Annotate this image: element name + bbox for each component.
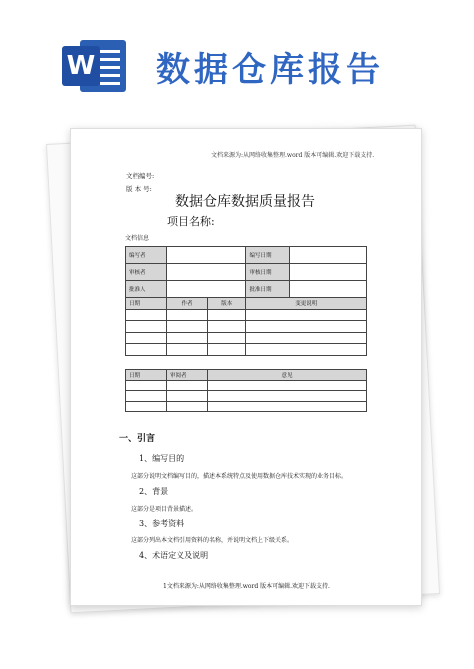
doc-number-label: 文档编号: bbox=[126, 172, 155, 180]
table-cell bbox=[246, 344, 367, 356]
table-cell: 审核日期 bbox=[246, 264, 289, 281]
table-row bbox=[126, 332, 367, 344]
table-cell bbox=[166, 380, 207, 391]
info-table-caption: 文档信息 bbox=[125, 235, 150, 242]
table-cell bbox=[207, 401, 366, 412]
info-table bbox=[125, 246, 367, 298]
table-header-cell: 作者 bbox=[166, 298, 207, 310]
paragraph-purpose: 这部分说明文档编写目的，描述本系统特点及使用数据仓库技术实现的业务目标。 bbox=[131, 473, 348, 480]
subheading-references: 3、参考资料 bbox=[139, 519, 185, 528]
table-cell bbox=[246, 321, 367, 333]
table-cell bbox=[207, 332, 246, 344]
table-header-cell: 审阅者 bbox=[166, 370, 207, 381]
table-cell bbox=[166, 401, 207, 412]
table-cell bbox=[207, 321, 246, 333]
table-row bbox=[126, 321, 367, 333]
document-title: 数据仓库数据质量报告 bbox=[175, 194, 315, 210]
table-header-row bbox=[126, 370, 367, 381]
table-cell bbox=[207, 309, 246, 321]
word-logo-letter: W bbox=[62, 46, 100, 86]
table-cell: 审核者 bbox=[126, 264, 167, 281]
table-row bbox=[126, 264, 367, 281]
version-label: 版 本 号: bbox=[126, 185, 152, 193]
section-heading-introduction: 一、引言 bbox=[119, 434, 156, 444]
table-cell: 批准日期 bbox=[246, 281, 289, 298]
table-cell bbox=[207, 344, 246, 356]
table-cell: 编写者 bbox=[126, 247, 167, 264]
change-history-table bbox=[125, 297, 367, 356]
table-header-cell: 变更说明 bbox=[246, 298, 367, 310]
header-banner bbox=[0, 0, 474, 120]
table-cell bbox=[166, 247, 246, 264]
table-cell bbox=[166, 264, 246, 281]
banner-title: 数据仓库报告 bbox=[156, 50, 384, 90]
table-cell bbox=[246, 309, 367, 321]
table-cell: 批准人 bbox=[126, 281, 167, 298]
table-row bbox=[126, 247, 367, 264]
subheading-terms: 4、术语定义及说明 bbox=[139, 551, 209, 560]
paragraph-background: 这部分是项目背景描述。 bbox=[131, 506, 198, 513]
table-row bbox=[126, 401, 367, 412]
table-header-cell: 日期 bbox=[126, 370, 167, 381]
table-cell bbox=[126, 344, 167, 356]
review-table bbox=[125, 369, 367, 412]
table-cell bbox=[289, 247, 366, 264]
table-header-row bbox=[126, 298, 367, 310]
project-name-label: 项目名称: bbox=[167, 215, 215, 228]
table-cell bbox=[126, 321, 167, 333]
table-row bbox=[126, 380, 367, 391]
table-cell bbox=[166, 391, 207, 402]
table-row bbox=[126, 391, 367, 402]
subheading-purpose: 1、编写目的 bbox=[139, 454, 185, 463]
table-header-cell: 意见 bbox=[207, 370, 366, 381]
table-cell bbox=[289, 281, 366, 298]
table-cell bbox=[126, 380, 167, 391]
table-cell bbox=[166, 281, 246, 298]
paragraph-references: 这部分列出本文档引用资料的名称，并说明文档上下级关系。 bbox=[131, 537, 294, 544]
table-cell bbox=[246, 332, 367, 344]
table-header-cell: 日期 bbox=[126, 298, 167, 310]
subheading-background: 2、背景 bbox=[139, 487, 169, 496]
word-icon bbox=[62, 36, 128, 96]
document-page bbox=[70, 128, 422, 606]
table-cell bbox=[289, 264, 366, 281]
source-note-top: 文档来源为:从网络收集整理.word 版本可编辑.欢迎下载支持. bbox=[211, 152, 375, 159]
table-row bbox=[126, 281, 367, 298]
table-header-cell: 版本 bbox=[207, 298, 246, 310]
table-row bbox=[126, 309, 367, 321]
table-cell bbox=[166, 344, 207, 356]
table-cell bbox=[126, 401, 167, 412]
table-cell bbox=[207, 391, 366, 402]
table-cell bbox=[126, 309, 167, 321]
table-cell bbox=[207, 380, 366, 391]
table-cell bbox=[166, 309, 207, 321]
source-note-bottom: 1文档来源为:从网络收集整理.word 版本可编辑.欢迎下载支持. bbox=[163, 583, 330, 590]
table-cell bbox=[166, 332, 207, 344]
table-cell: 编写日期 bbox=[246, 247, 289, 264]
table-cell bbox=[126, 391, 167, 402]
table-cell bbox=[166, 321, 207, 333]
table-cell bbox=[126, 332, 167, 344]
table-row bbox=[126, 344, 367, 356]
